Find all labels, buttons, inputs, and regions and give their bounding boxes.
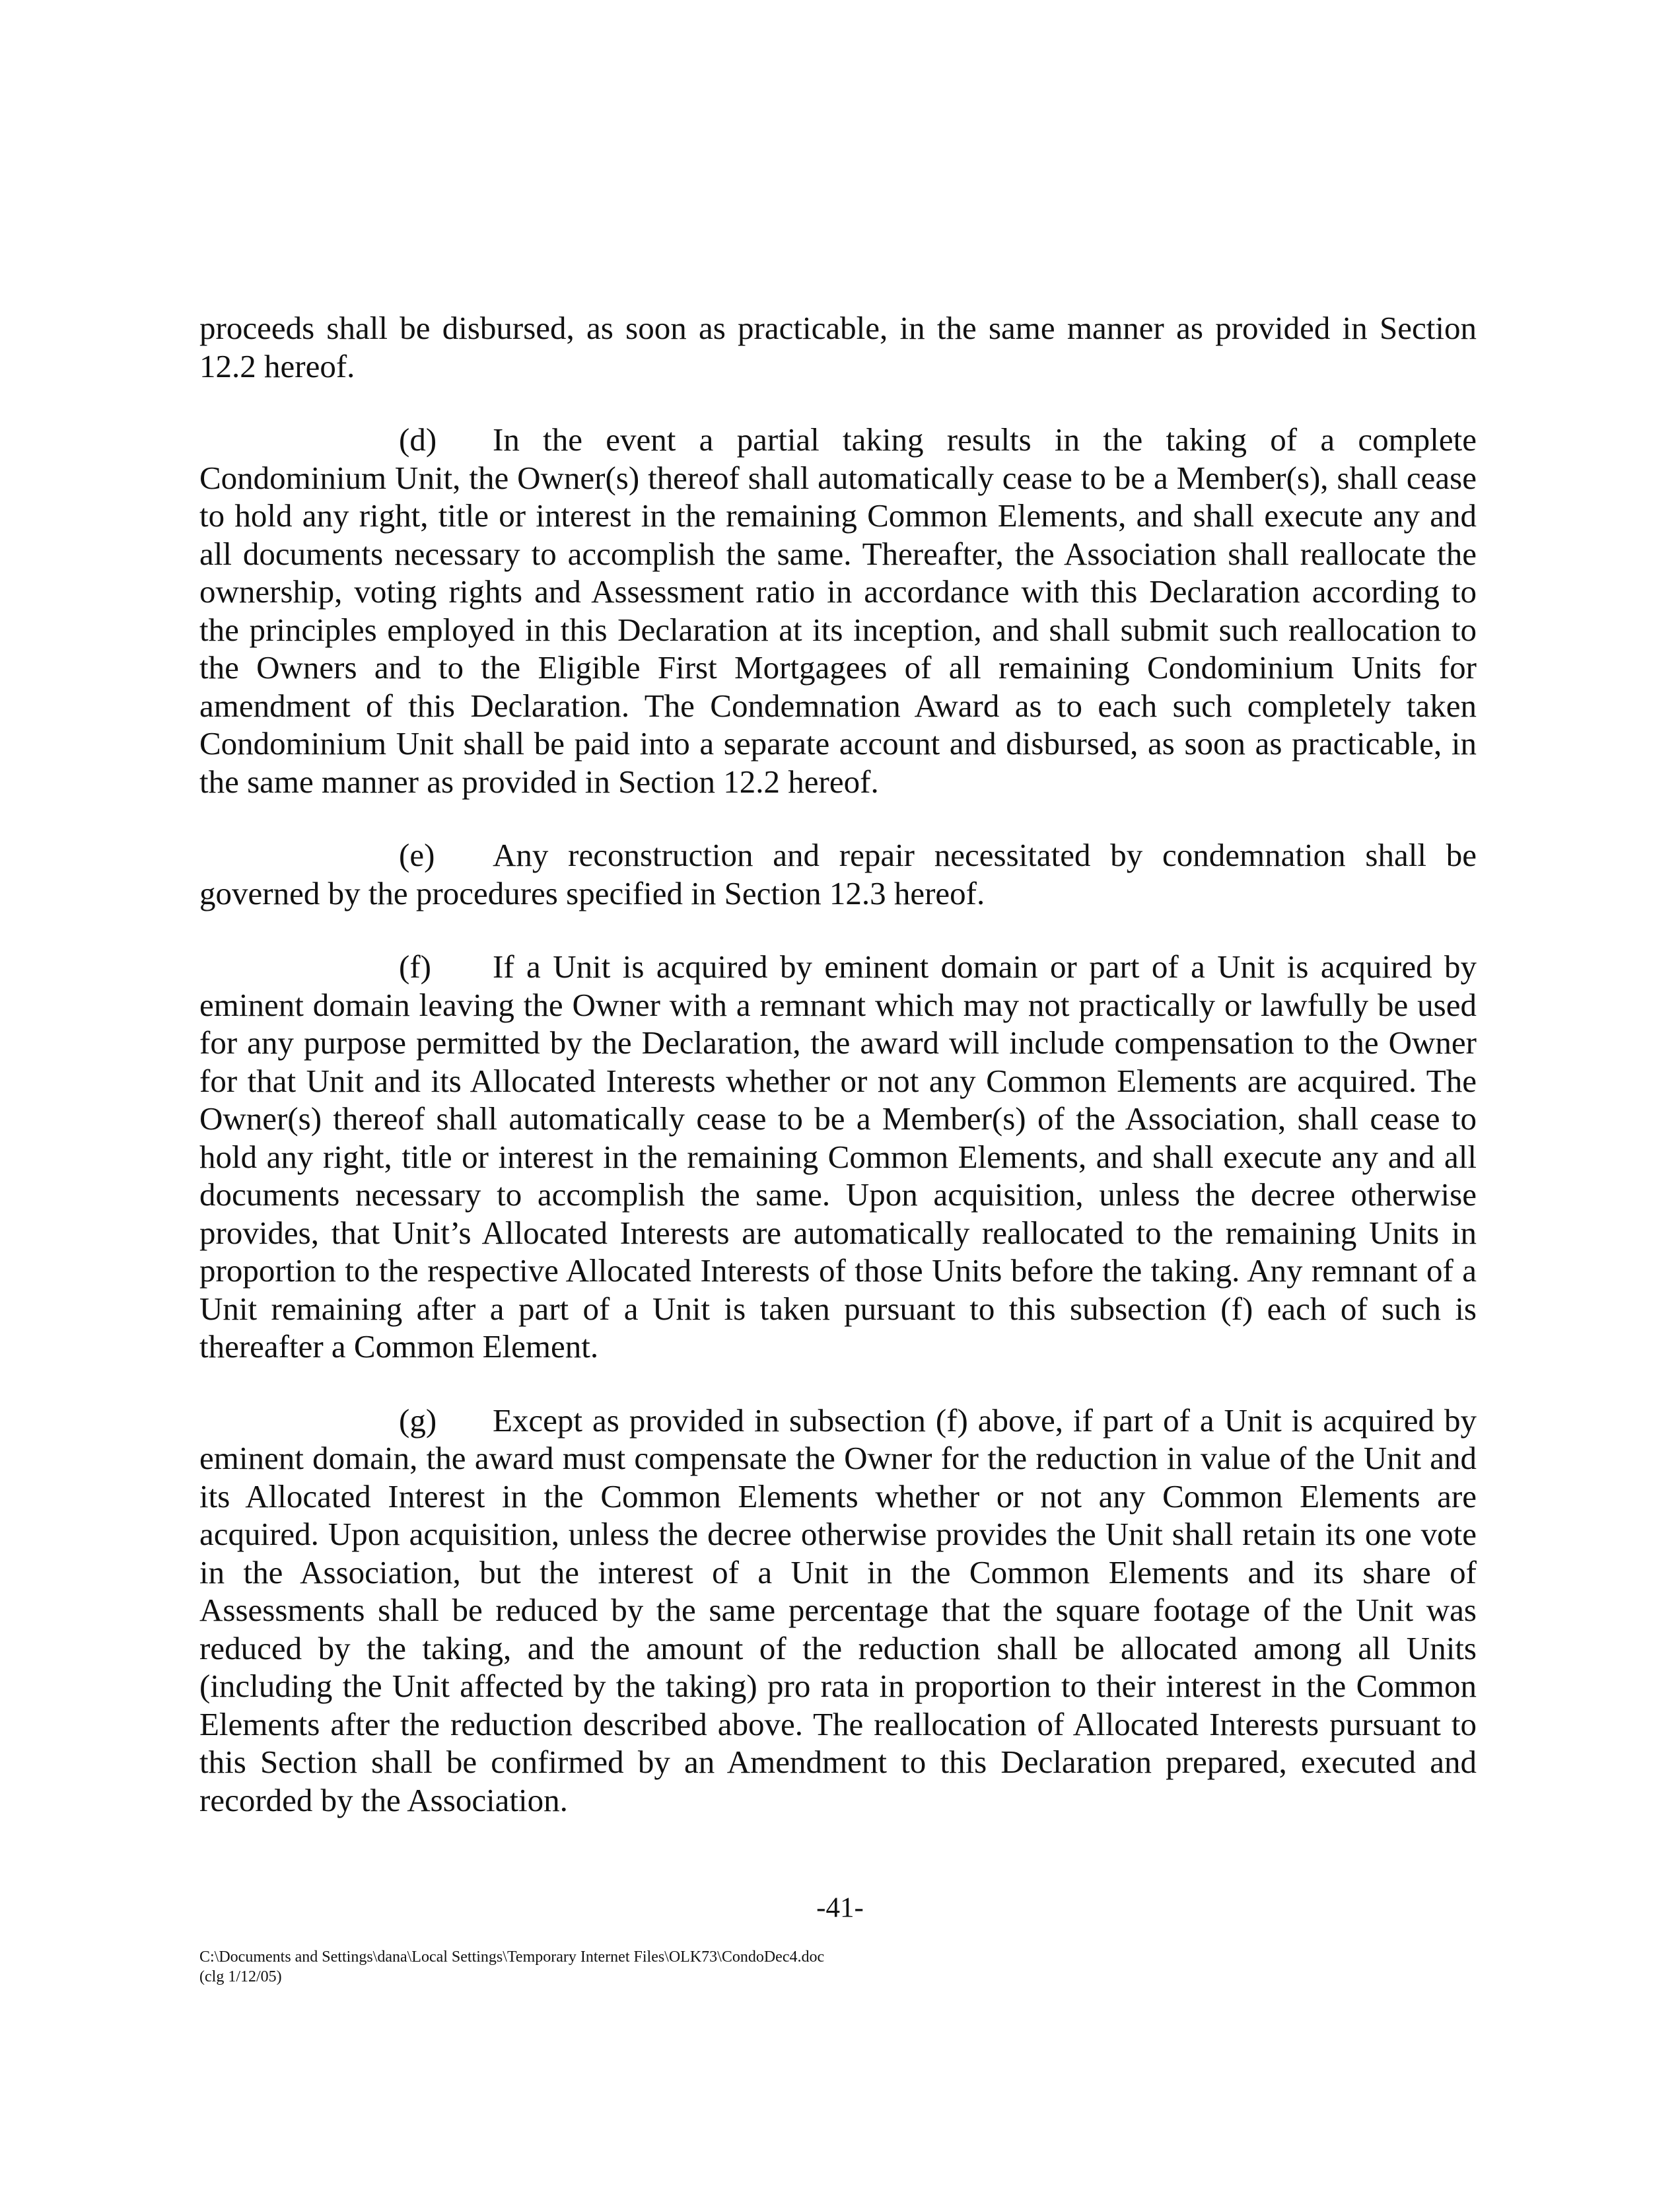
paragraph-label: (d) — [399, 421, 437, 458]
paragraph-e — [199, 836, 1477, 912]
paragraph-g — [199, 1402, 1477, 1820]
document-body — [199, 309, 1477, 1819]
paragraph-label: (g) — [399, 1402, 437, 1439]
paragraph-label: (f) — [399, 948, 431, 985]
paragraph-label: (e) — [399, 837, 435, 873]
paragraph-d — [199, 421, 1477, 801]
paragraph-text: If a Unit is acquired by eminent domain or part of a Unit is acquired by eminent domain leaving the Owner with a remnant which may not practically or lawfully be used for any purpose permitted by the Declaration, the award will include compensation to the Owner for that Unit and its Allocated Interests whether or not any Common Elements are acquired. The Owner(s) thereof shall automatically cease to be a Member(s) of the Association, shall cease to hold any right, title or interest in the remaining Common Elements, and shall execute any and all documents necessary to accomplish the same. Upon acquisition, unless the decree otherwise provides, that Unit’s Allocated Interests are automatically reallocated to the remaining Units in proportion to the respective Allocated Interests of those Units before the taking. Any remnant of a Unit remaining after a part of a Unit is taken pursuant to this subsection (f) each of such is thereafter a Common Element. — [199, 948, 1477, 1365]
paragraph-text: Any reconstruction and repair necessitated by condemnation shall be governed by the procedures specified in Section 12.3 hereof. — [199, 837, 1477, 911]
footer-revision: (clg 1/12/05) — [199, 1968, 282, 1985]
page-number: -41- — [816, 1892, 864, 1923]
paragraph-text: proceeds shall be disbursed, as soon as practicable, in the same manner as provided in Section 12.2 hereof. — [199, 310, 1477, 384]
paragraph-text: Except as provided in subsection (f) above, if part of a Unit is acquired by eminent domain, the award must compensate the Owner for the reduction in value of the Unit and its Allocated Interest in the Common Elements whether or not any Common Elements are acquired. Upon acquisition, unless the decree otherwise provides the Unit shall retain its one vote in the Association, but the interest of a Unit in the Common Elements and its share of Assessments shall be reduced by the same percentage that the square footage of the Unit was reduced by the taking, and the amount of the reduction shall be allocated among all Units (including the Unit affected by the taking) pro rata in proportion to their interest in the Common Elements after the reduction described above. The reallocation of Allocated Interests pursuant to this Section shall be confirmed by an Amendment to this Declaration prepared, executed and recorded by the Association. — [199, 1402, 1477, 1818]
footer-file-path: C:\Documents and Settings\dana\Local Settings\Temporary Internet Files\OLK73\CondoDec4.doc — [199, 1948, 825, 1966]
paragraph-text: In the event a partial taking results in the taking of a complete Condominium Unit, the Owner(s) thereof shall automatically cease to be a Member(s), shall cease to hold any right, title or interest in the remaining Common Elements, and shall execute any and all documents necessary to accomplish the same. Thereafter, the Association shall reallocate the ownership, voting rights and Assessment ratio in accordance with this Declaration according to the principles employed in this Declaration at its inception, and shall submit such reallocation to the Owners and to the Eligible First Mortgagees of all remaining Condominium Units for amendment of this Declaration. The Condemnation Award as to each such completely taken Condominium Unit shall be paid into a separate account and disbursed, as soon as practicable, in the same manner as provided in Section 12.2 hereof. — [199, 421, 1477, 800]
paragraph-continuation — [199, 309, 1477, 385]
paragraph-f — [199, 948, 1477, 1366]
document-footer — [199, 1947, 824, 1987]
